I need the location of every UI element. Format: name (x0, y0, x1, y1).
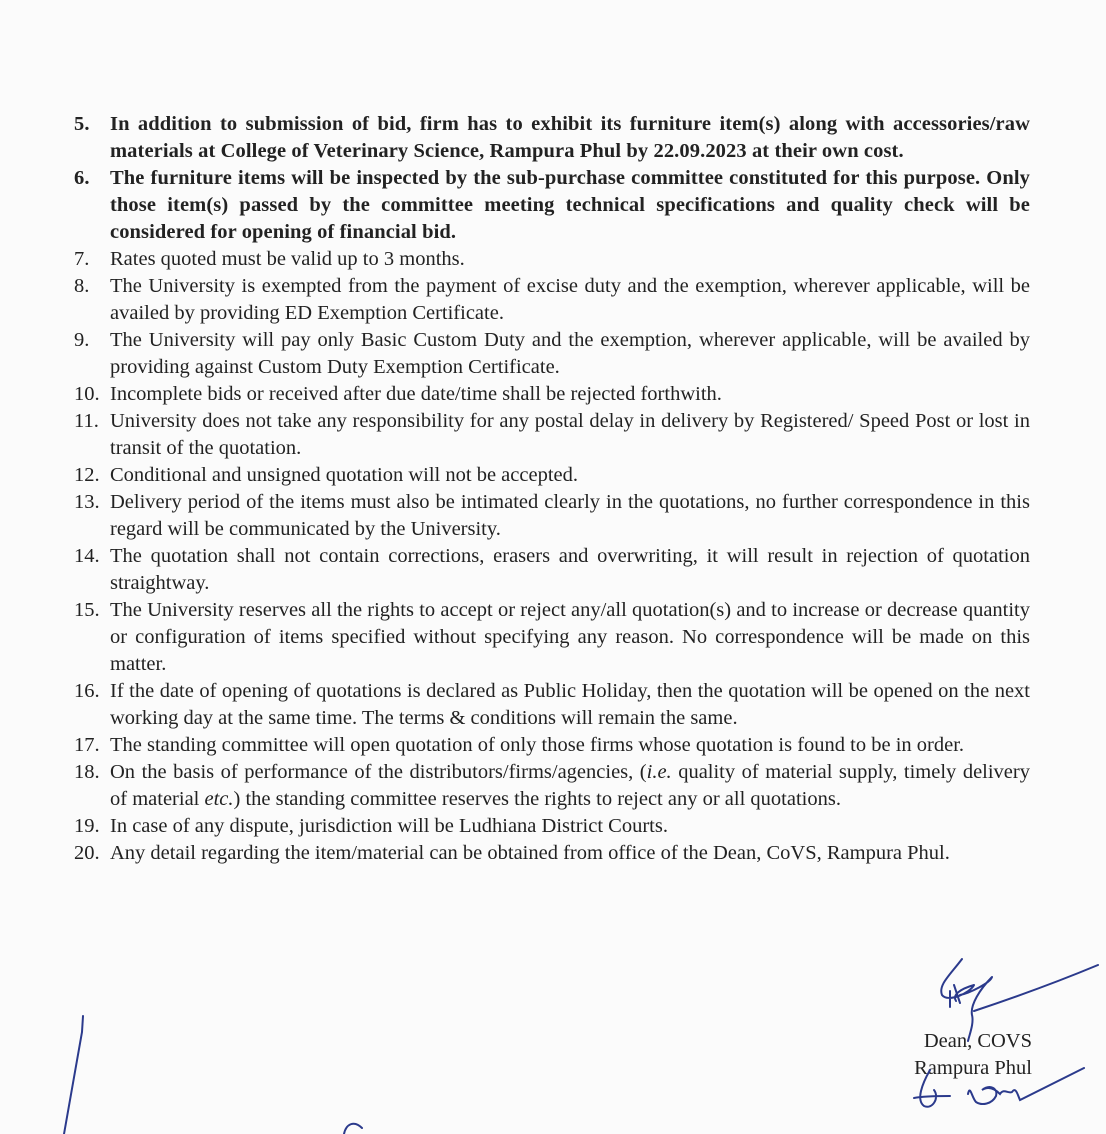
term-number: 18. (74, 761, 100, 783)
term-item-11 (74, 408, 1030, 462)
term-text: Rates quoted must be valid up to 3 months. (110, 248, 465, 270)
term-item-10 (74, 381, 1030, 408)
term-text: The furniture items will be inspected by the sub-purchase committee constituted for this purpose. Only those item(s) passed by the committee meeting technical specifications and quality check will be considered for opening of financial bid. (110, 167, 1030, 243)
term-number: 6. (74, 167, 90, 189)
term-text: Conditional and unsigned quotation will not be accepted. (110, 464, 578, 486)
term-number: 10. (74, 383, 100, 405)
term-text: The University is exempted from the payment of excise duty and the exemption, wherever applicable, will be availed by providing ED Exemption Certificate. (110, 275, 1030, 324)
terms-list (74, 111, 1030, 867)
pen-mark-line (60, 1012, 90, 1134)
term-text: In case of any dispute, jurisdiction will be Ludhiana District Courts. (110, 815, 668, 837)
term-number: 19. (74, 815, 100, 837)
term-number: 11. (74, 410, 99, 432)
term-text: Any detail regarding the item/material can be obtained from office of the Dean, CoVS, Rampura Phul. (110, 842, 950, 864)
term-number: 5. (74, 113, 90, 135)
term-number: 12. (74, 464, 100, 486)
term-item-14 (74, 543, 1030, 597)
term-item-5 (74, 111, 1030, 165)
term-number: 15. (74, 599, 100, 621)
pen-mark-curve (340, 1120, 370, 1134)
term-item-13 (74, 489, 1030, 543)
term-number: 17. (74, 734, 100, 756)
term-text-part: quality of material supply, timely delivery of material (110, 761, 1030, 810)
term-text: University does not take any responsibility for any postal delay in delivery by Registered/ Speed Post or lost in transit of the quotation. (110, 410, 1030, 459)
term-number: 14. (74, 545, 100, 567)
term-number: 7. (74, 248, 90, 270)
term-item-15 (74, 597, 1030, 678)
term-item-19 (74, 813, 1030, 840)
term-text: If the date of opening of quotations is declared as Public Holiday, then the quotation will be opened on the next working day at the same time. The terms & conditions will remain the same. (110, 680, 1030, 729)
term-text-part: On the basis of performance of the distributors/firms/agencies, ( (110, 761, 647, 783)
term-item-20 (74, 840, 1030, 867)
term-item-17 (74, 732, 1030, 759)
term-item-16 (74, 678, 1030, 732)
term-text: The University reserves all the rights to accept or reject any/all quotation(s) and to increase or decrease quantity or configuration of items specified without specifying any reason. No correspondence will be made on this matter. (110, 599, 1030, 675)
term-item-9 (74, 327, 1030, 381)
term-item-6 (74, 165, 1030, 246)
term-text-part: ) the standing committee reserves the rights to reject any or all quotations. (233, 788, 841, 810)
term-number: 16. (74, 680, 100, 702)
term-text-italic: etc. (204, 788, 234, 810)
term-text: The quotation shall not contain corrections, erasers and overwriting, it will result in rejection of quotation straightway. (110, 545, 1030, 594)
term-text: Incomplete bids or received after due date/time shall be rejected forthwith. (110, 383, 722, 405)
term-number: 13. (74, 491, 100, 513)
term-item-18 (74, 759, 1030, 813)
signature-place: Rampura Phul (914, 1057, 1032, 1079)
term-text: In addition to submission of bid, firm has to exhibit its furniture item(s) along with accessories/raw materials at College of Veterinary Science, Rampura Phul by 22.09.2023 at their own cost. (110, 113, 1030, 162)
term-text (110, 759, 1030, 813)
term-number: 8. (74, 275, 90, 297)
term-text-italic: i.e. (646, 761, 672, 783)
term-text: Delivery period of the items must also be intimated clearly in the quotations, no further correspondence in this regard will be communicated by the University. (110, 491, 1030, 540)
term-text: The University will pay only Basic Custom Duty and the exemption, wherever applicable, will be availed by providing against Custom Duty Exemption Certificate. (110, 329, 1030, 378)
term-item-12 (74, 462, 1030, 489)
signature-title: Dean, COVS (923, 1030, 1032, 1052)
term-item-8 (74, 273, 1030, 327)
initials-mark (912, 1062, 1092, 1122)
term-number: 20. (74, 842, 100, 864)
term-text: The standing committee will open quotation of only those firms whose quotation is found to be in order. (110, 734, 965, 756)
term-number: 9. (74, 329, 90, 351)
term-item-7 (74, 246, 1030, 273)
